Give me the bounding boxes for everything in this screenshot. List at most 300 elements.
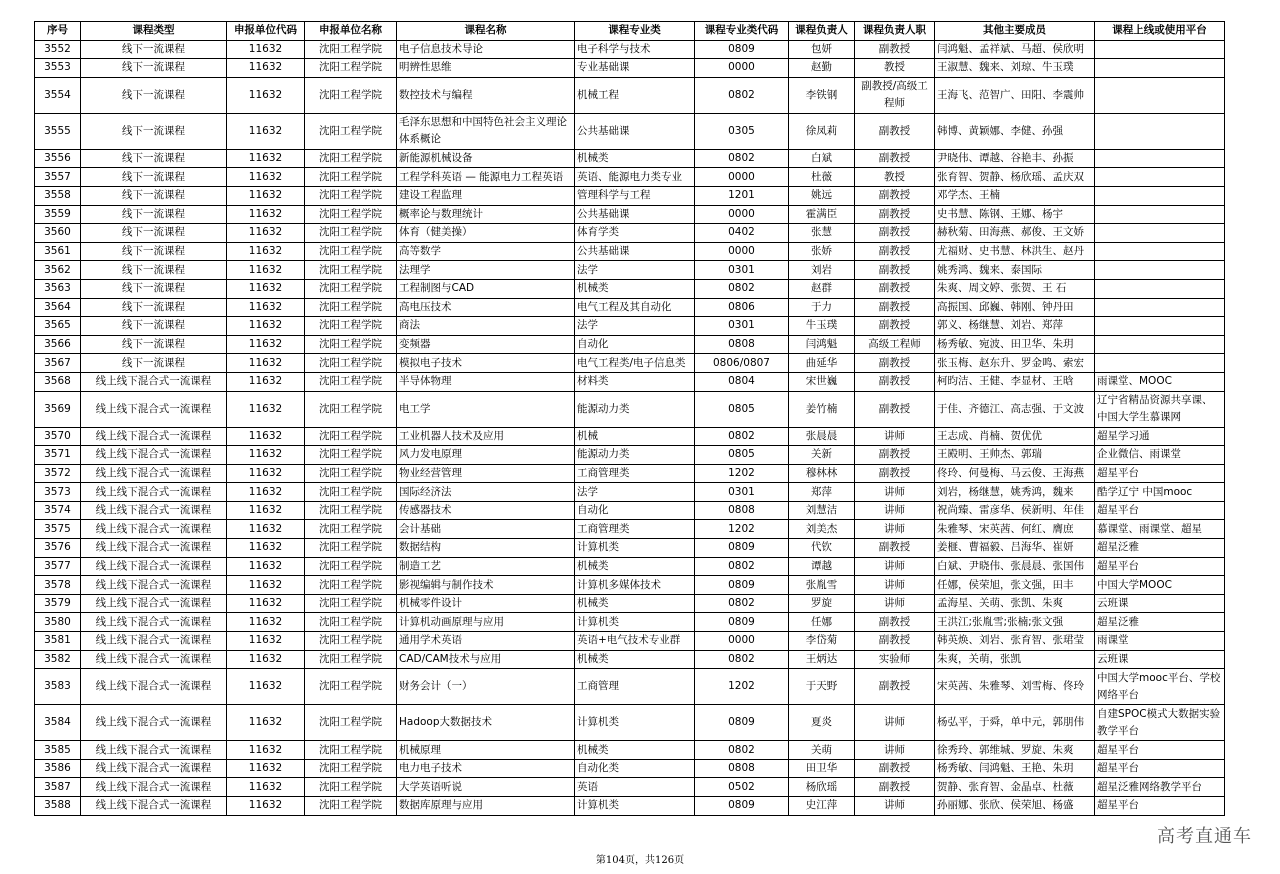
table-cell: 0809 bbox=[695, 576, 789, 595]
table-cell: 电工学 bbox=[397, 391, 575, 427]
table-cell: 云班课 bbox=[1095, 594, 1225, 613]
table-cell: 线上线下混合式一流课程 bbox=[81, 372, 227, 391]
table-cell: 副教授 bbox=[855, 632, 935, 651]
table-cell: 电子科学与技术 bbox=[575, 40, 695, 59]
table-cell: 商法 bbox=[397, 317, 575, 336]
table-row bbox=[35, 576, 1225, 595]
table-cell: 沈阳工程学院 bbox=[305, 40, 397, 59]
table-cell: 姜榧、曹福毅、吕海华、崔妍 bbox=[935, 539, 1095, 558]
table-cell: 11632 bbox=[227, 576, 305, 595]
table-cell: 3570 bbox=[35, 427, 81, 446]
table-cell: 牛玉璞 bbox=[789, 317, 855, 336]
table-row bbox=[35, 741, 1225, 760]
table-row bbox=[35, 77, 1225, 113]
table-row bbox=[35, 446, 1225, 465]
table-cell bbox=[1095, 59, 1225, 78]
table-cell: 英语、能源电力类专业 bbox=[575, 168, 695, 187]
table-row bbox=[35, 59, 1225, 78]
table-cell: 线上线下混合式一流课程 bbox=[81, 539, 227, 558]
table-cell: 酷学辽宁 中国mooc bbox=[1095, 483, 1225, 502]
table-cell: 3554 bbox=[35, 77, 81, 113]
table-cell: 沈阳工程学院 bbox=[305, 317, 397, 336]
table-cell: 史江萍 bbox=[789, 797, 855, 816]
table-cell: 闫鸿魁 bbox=[789, 335, 855, 354]
table-cell: 物业经营管理 bbox=[397, 464, 575, 483]
table-cell: 线下一流课程 bbox=[81, 59, 227, 78]
table-cell: 沈阳工程学院 bbox=[305, 149, 397, 168]
table-cell: 沈阳工程学院 bbox=[305, 778, 397, 797]
table-cell: 尹晓伟、谭越、谷艳丰、孙振 bbox=[935, 149, 1095, 168]
table-cell: 沈阳工程学院 bbox=[305, 224, 397, 243]
table-cell: 沈阳工程学院 bbox=[305, 261, 397, 280]
table-cell: 讲师 bbox=[855, 483, 935, 502]
table-cell: 会计基础 bbox=[397, 520, 575, 539]
table-cell: 沈阳工程学院 bbox=[305, 242, 397, 261]
table-cell: 工业机器人技术及应用 bbox=[397, 427, 575, 446]
table-cell: 沈阳工程学院 bbox=[305, 391, 397, 427]
table-cell: 0305 bbox=[695, 113, 789, 149]
table-cell: 线上线下混合式一流课程 bbox=[81, 464, 227, 483]
table-cell: 副教授 bbox=[855, 279, 935, 298]
table-cell: 11632 bbox=[227, 759, 305, 778]
table-cell: 0809 bbox=[695, 539, 789, 558]
table-row bbox=[35, 242, 1225, 261]
table-cell: 讲师 bbox=[855, 594, 935, 613]
table-row bbox=[35, 594, 1225, 613]
table-row bbox=[35, 705, 1225, 741]
table-cell: 讲师 bbox=[855, 557, 935, 576]
table-cell: 线上线下混合式一流课程 bbox=[81, 446, 227, 465]
table-cell: 任娜 bbox=[789, 613, 855, 632]
table-cell: 赵勤 bbox=[789, 59, 855, 78]
table-cell: 线下一流课程 bbox=[81, 40, 227, 59]
table-cell: 0802 bbox=[695, 279, 789, 298]
table-cell: 新能源机械设备 bbox=[397, 149, 575, 168]
table-cell: 李岱菊 bbox=[789, 632, 855, 651]
column-header: 课程名称 bbox=[397, 22, 575, 41]
table-row bbox=[35, 483, 1225, 502]
table-cell: 半导体物理 bbox=[397, 372, 575, 391]
table-cell: 沈阳工程学院 bbox=[305, 168, 397, 187]
table-row bbox=[35, 759, 1225, 778]
table-cell: 沈阳工程学院 bbox=[305, 759, 397, 778]
table-cell: 3569 bbox=[35, 391, 81, 427]
table-cell: 0000 bbox=[695, 632, 789, 651]
table-cell: 3556 bbox=[35, 149, 81, 168]
table-cell: 0000 bbox=[695, 242, 789, 261]
table-cell: 0802 bbox=[695, 741, 789, 760]
table-cell: 杨欣瑶 bbox=[789, 778, 855, 797]
table-cell: 云班课 bbox=[1095, 650, 1225, 669]
table-cell: 副教授 bbox=[855, 298, 935, 317]
table-cell: 管理科学与工程 bbox=[575, 186, 695, 205]
table-cell: 计算机类 bbox=[575, 705, 695, 741]
table-cell: 3567 bbox=[35, 354, 81, 373]
table-cell: 建设工程监理 bbox=[397, 186, 575, 205]
table-cell: 姚秀鸿、魏来、泰国际 bbox=[935, 261, 1095, 280]
table-cell: 史书慧、陈钢、王娜、杨宇 bbox=[935, 205, 1095, 224]
table-cell: 副教授 bbox=[855, 40, 935, 59]
table-cell: 超星平台 bbox=[1095, 759, 1225, 778]
table-cell: 机械类 bbox=[575, 279, 695, 298]
table-cell: 沈阳工程学院 bbox=[305, 59, 397, 78]
table-cell: 副教授/高级工程师 bbox=[855, 77, 935, 113]
table-cell: 0806 bbox=[695, 298, 789, 317]
table-cell: 张娇 bbox=[789, 242, 855, 261]
table-cell: 企业微信、雨课堂 bbox=[1095, 446, 1225, 465]
table-cell: 能源动力类 bbox=[575, 446, 695, 465]
table-cell bbox=[1095, 205, 1225, 224]
table-row bbox=[35, 224, 1225, 243]
table-row bbox=[35, 427, 1225, 446]
table-cell: 0301 bbox=[695, 261, 789, 280]
table-cell: 超星平台 bbox=[1095, 741, 1225, 760]
table-cell: 公共基础课 bbox=[575, 242, 695, 261]
table-cell: 3583 bbox=[35, 669, 81, 705]
table-cell: 3560 bbox=[35, 224, 81, 243]
table-cell: 沈阳工程学院 bbox=[305, 650, 397, 669]
table-cell: 电气工程及其自动化 bbox=[575, 298, 695, 317]
table-cell: 英语 bbox=[575, 778, 695, 797]
table-cell: 线下一流课程 bbox=[81, 168, 227, 187]
table-cell: 讲师 bbox=[855, 797, 935, 816]
table-cell: 线下一流课程 bbox=[81, 149, 227, 168]
table-cell: 任娜，侯荣旭，张文强，田丰 bbox=[935, 576, 1095, 595]
table-cell: 3568 bbox=[35, 372, 81, 391]
table-cell: 工程制图与CAD bbox=[397, 279, 575, 298]
table-cell: 3565 bbox=[35, 317, 81, 336]
table-cell: 3553 bbox=[35, 59, 81, 78]
table-cell: 柯昀洁、王健、李显材、王晗 bbox=[935, 372, 1095, 391]
table-cell: 工商管理类 bbox=[575, 464, 695, 483]
table-cell: 3559 bbox=[35, 205, 81, 224]
table-row bbox=[35, 40, 1225, 59]
table-cell: 法学 bbox=[575, 317, 695, 336]
table-cell: 3585 bbox=[35, 741, 81, 760]
table-row bbox=[35, 279, 1225, 298]
table-cell: 副教授 bbox=[855, 446, 935, 465]
table-cell: 关新 bbox=[789, 446, 855, 465]
table-cell: 郭义、杨继慧、刘岩、郑萍 bbox=[935, 317, 1095, 336]
table-cell: 3563 bbox=[35, 279, 81, 298]
table-cell: 11632 bbox=[227, 391, 305, 427]
table-cell: 沈阳工程学院 bbox=[305, 113, 397, 149]
table-cell: 0402 bbox=[695, 224, 789, 243]
table-cell: 白斌、尹晓伟、张晨晨、张国伟 bbox=[935, 557, 1095, 576]
table-cell: 0301 bbox=[695, 483, 789, 502]
table-row bbox=[35, 372, 1225, 391]
table-cell: 讲师 bbox=[855, 501, 935, 520]
table-cell: 副教授 bbox=[855, 317, 935, 336]
table-cell: 刘美杰 bbox=[789, 520, 855, 539]
table-cell: 线上线下混合式一流课程 bbox=[81, 391, 227, 427]
table-cell: 沈阳工程学院 bbox=[305, 372, 397, 391]
table-cell bbox=[1095, 242, 1225, 261]
table-cell: 超星泛雅 bbox=[1095, 539, 1225, 558]
table-row bbox=[35, 317, 1225, 336]
column-header: 课程类型 bbox=[81, 22, 227, 41]
table-cell: 财务会计（一） bbox=[397, 669, 575, 705]
table-cell: 线下一流课程 bbox=[81, 317, 227, 336]
table-cell: 变频器 bbox=[397, 335, 575, 354]
table-cell bbox=[1095, 298, 1225, 317]
table-cell: 0000 bbox=[695, 59, 789, 78]
table-cell: 法学 bbox=[575, 483, 695, 502]
table-cell: 0809 bbox=[695, 705, 789, 741]
table-cell: 沈阳工程学院 bbox=[305, 741, 397, 760]
table-cell: 姜竹楠 bbox=[789, 391, 855, 427]
table-cell bbox=[1095, 261, 1225, 280]
table-cell: 张慧 bbox=[789, 224, 855, 243]
table-cell: 3576 bbox=[35, 539, 81, 558]
table-cell: 0802 bbox=[695, 594, 789, 613]
table-cell: 副教授 bbox=[855, 372, 935, 391]
table-cell: 线上线下混合式一流课程 bbox=[81, 741, 227, 760]
table-cell: 0804 bbox=[695, 372, 789, 391]
table-cell: 传感器技术 bbox=[397, 501, 575, 520]
table-cell: 11632 bbox=[227, 669, 305, 705]
table-cell: 能源动力类 bbox=[575, 391, 695, 427]
table-cell: 孙丽娜、张欣、侯荣旭、杨盛 bbox=[935, 797, 1095, 816]
table-cell: 11632 bbox=[227, 778, 305, 797]
table-cell: 沈阳工程学院 bbox=[305, 520, 397, 539]
table-cell: 公共基础课 bbox=[575, 113, 695, 149]
table-cell: 超星平台 bbox=[1095, 464, 1225, 483]
table-cell: 关萌 bbox=[789, 741, 855, 760]
table-cell: 11632 bbox=[227, 242, 305, 261]
table-cell: 朱雅琴、宋英茜、何红、膺庶 bbox=[935, 520, 1095, 539]
table-cell: 超星平台 bbox=[1095, 501, 1225, 520]
table-cell: 3582 bbox=[35, 650, 81, 669]
table-cell: 沈阳工程学院 bbox=[305, 613, 397, 632]
table-cell: 贺静、张育智、金晶卓、杜薇 bbox=[935, 778, 1095, 797]
column-header: 课程负责人职 bbox=[855, 22, 935, 41]
table-cell: 毛泽东思想和中国特色社会主义理论体系概论 bbox=[397, 113, 575, 149]
table-cell: 11632 bbox=[227, 77, 305, 113]
table-cell: 模拟电子技术 bbox=[397, 354, 575, 373]
table-row bbox=[35, 205, 1225, 224]
table-cell: 张晨晨 bbox=[789, 427, 855, 446]
table-cell: 3586 bbox=[35, 759, 81, 778]
table-row bbox=[35, 464, 1225, 483]
table-cell: 11632 bbox=[227, 483, 305, 502]
table-cell: 线上线下混合式一流课程 bbox=[81, 669, 227, 705]
table-cell: CAD/CAM技术与应用 bbox=[397, 650, 575, 669]
table-cell bbox=[1095, 317, 1225, 336]
table-cell: 线下一流课程 bbox=[81, 261, 227, 280]
table-cell: 3564 bbox=[35, 298, 81, 317]
table-cell: 1202 bbox=[695, 520, 789, 539]
table-cell: 沈阳工程学院 bbox=[305, 354, 397, 373]
table-cell: 机械零件设计 bbox=[397, 594, 575, 613]
table-cell: 法理学 bbox=[397, 261, 575, 280]
table-cell: 11632 bbox=[227, 298, 305, 317]
table-cell: 线上线下混合式一流课程 bbox=[81, 650, 227, 669]
table-cell: 沈阳工程学院 bbox=[305, 298, 397, 317]
table-cell: 3552 bbox=[35, 40, 81, 59]
table-cell: 宋世巍 bbox=[789, 372, 855, 391]
table-cell: 沈阳工程学院 bbox=[305, 483, 397, 502]
table-cell: 计算机类 bbox=[575, 539, 695, 558]
table-cell: 副教授 bbox=[855, 186, 935, 205]
table-cell: 姚远 bbox=[789, 186, 855, 205]
table-cell: 0802 bbox=[695, 77, 789, 113]
table-cell: 0806/0807 bbox=[695, 354, 789, 373]
table-cell: 王海飞、范智广、田阳、李震帅 bbox=[935, 77, 1095, 113]
table-cell: 刘岩，杨继慧，姚秀鸿，魏来 bbox=[935, 483, 1095, 502]
table-cell: 线上线下混合式一流课程 bbox=[81, 576, 227, 595]
table-cell: 尤福财、史书慧、林洪生、赵丹 bbox=[935, 242, 1095, 261]
table-cell: 0808 bbox=[695, 501, 789, 520]
table-row bbox=[35, 778, 1225, 797]
table-cell: 0809 bbox=[695, 797, 789, 816]
table-cell: 讲师 bbox=[855, 520, 935, 539]
table-cell: 刘岩 bbox=[789, 261, 855, 280]
table-cell: 朱爽、周文婷、张贺、王 石 bbox=[935, 279, 1095, 298]
table-cell: 沈阳工程学院 bbox=[305, 427, 397, 446]
table-cell: 线下一流课程 bbox=[81, 77, 227, 113]
table-cell bbox=[1095, 149, 1225, 168]
table-cell: 沈阳工程学院 bbox=[305, 205, 397, 224]
table-cell: 11632 bbox=[227, 797, 305, 816]
table-cell: 沈阳工程学院 bbox=[305, 77, 397, 113]
table-cell: 机械 bbox=[575, 427, 695, 446]
table-cell: 超星泛雅 bbox=[1095, 613, 1225, 632]
table-cell: 沈阳工程学院 bbox=[305, 669, 397, 705]
table-cell: 自动化 bbox=[575, 335, 695, 354]
table-cell: 风力发电原理 bbox=[397, 446, 575, 465]
table-cell: 高等数学 bbox=[397, 242, 575, 261]
table-cell: 11632 bbox=[227, 279, 305, 298]
table-cell: 沈阳工程学院 bbox=[305, 501, 397, 520]
table-cell: 计算机动画原理与应用 bbox=[397, 613, 575, 632]
table-cell: 霍满臣 bbox=[789, 205, 855, 224]
table-cell: 于力 bbox=[789, 298, 855, 317]
table-cell: 王淑慧、魏来、刘琼、牛玉璞 bbox=[935, 59, 1095, 78]
table-cell: 0802 bbox=[695, 650, 789, 669]
table-cell: 0802 bbox=[695, 427, 789, 446]
table-cell: 体育（健美操） bbox=[397, 224, 575, 243]
table-cell: 自建SPOC模式大数据实验教学平台 bbox=[1095, 705, 1225, 741]
table-cell: 线上线下混合式一流课程 bbox=[81, 632, 227, 651]
table-cell: 副教授 bbox=[855, 242, 935, 261]
table-cell: 沈阳工程学院 bbox=[305, 446, 397, 465]
table-cell: 副教授 bbox=[855, 113, 935, 149]
table-cell: 线下一流课程 bbox=[81, 279, 227, 298]
table-cell: 刘慧洁 bbox=[789, 501, 855, 520]
table-cell: 11632 bbox=[227, 59, 305, 78]
table-cell: 大学英语听说 bbox=[397, 778, 575, 797]
table-cell: 张玉梅、赵东升、罗金鸣、索宏 bbox=[935, 354, 1095, 373]
table-cell: 沈阳工程学院 bbox=[305, 335, 397, 354]
table-cell: 通用学术英语 bbox=[397, 632, 575, 651]
table-cell: 孟海星、关萌、张凯、朱爽 bbox=[935, 594, 1095, 613]
table-cell: 3555 bbox=[35, 113, 81, 149]
table-cell: 沈阳工程学院 bbox=[305, 576, 397, 595]
table-cell: 代钦 bbox=[789, 539, 855, 558]
table-cell: 数据结构 bbox=[397, 539, 575, 558]
table-cell bbox=[1095, 168, 1225, 187]
table-cell: 0808 bbox=[695, 335, 789, 354]
table-cell: 0000 bbox=[695, 168, 789, 187]
table-cell: 闫鸿魁、孟祥斌、马超、侯欣明 bbox=[935, 40, 1095, 59]
table-cell: 11632 bbox=[227, 149, 305, 168]
table-cell: 概率论与数理统计 bbox=[397, 205, 575, 224]
table-cell: 讲师 bbox=[855, 427, 935, 446]
table-row bbox=[35, 261, 1225, 280]
table-row bbox=[35, 298, 1225, 317]
table-cell: 杨秀敏、闫鸿魁、王艳、朱玥 bbox=[935, 759, 1095, 778]
table-cell: 副教授 bbox=[855, 539, 935, 558]
table-cell: 3587 bbox=[35, 778, 81, 797]
table-cell: 计算机类 bbox=[575, 797, 695, 816]
column-header: 课程上线或使用平台 bbox=[1095, 22, 1225, 41]
table-cell: 沈阳工程学院 bbox=[305, 186, 397, 205]
table-cell: 3573 bbox=[35, 483, 81, 502]
table-cell: 白斌 bbox=[789, 149, 855, 168]
table-cell: 英语+电气技术专业群 bbox=[575, 632, 695, 651]
table-cell: 0802 bbox=[695, 557, 789, 576]
table-cell: 曲延华 bbox=[789, 354, 855, 373]
table-cell: 11632 bbox=[227, 464, 305, 483]
table-cell: 杨秀敏、宛波、田卫华、朱玥 bbox=[935, 335, 1095, 354]
table-cell: 11632 bbox=[227, 354, 305, 373]
table-cell: 数据库原理与应用 bbox=[397, 797, 575, 816]
table-cell: 线上线下混合式一流课程 bbox=[81, 520, 227, 539]
table-cell: 机械类 bbox=[575, 741, 695, 760]
table-cell: 副教授 bbox=[855, 354, 935, 373]
table-cell: 工商管理 bbox=[575, 669, 695, 705]
table-cell bbox=[1095, 335, 1225, 354]
table-cell: 3581 bbox=[35, 632, 81, 651]
table-cell: 0808 bbox=[695, 759, 789, 778]
table-cell: 机械类 bbox=[575, 149, 695, 168]
table-cell: 11632 bbox=[227, 501, 305, 520]
table-cell: 副教授 bbox=[855, 464, 935, 483]
table-cell: 材料类 bbox=[575, 372, 695, 391]
table-cell: 11632 bbox=[227, 650, 305, 669]
table-cell: 电子信息技术导论 bbox=[397, 40, 575, 59]
table-cell: 工商管理类 bbox=[575, 520, 695, 539]
table-cell: 专业基础课 bbox=[575, 59, 695, 78]
table-row bbox=[35, 632, 1225, 651]
table-cell: 自动化 bbox=[575, 501, 695, 520]
table-cell: 11632 bbox=[227, 705, 305, 741]
table-cell: 副教授 bbox=[855, 391, 935, 427]
table-cell: 线上线下混合式一流课程 bbox=[81, 557, 227, 576]
table-cell: 11632 bbox=[227, 317, 305, 336]
table-cell: 线下一流课程 bbox=[81, 298, 227, 317]
table-cell: 11632 bbox=[227, 372, 305, 391]
table-cell bbox=[1095, 77, 1225, 113]
table-cell: 工程学科英语 — 能源电力工程英语 bbox=[397, 168, 575, 187]
table-cell: 3574 bbox=[35, 501, 81, 520]
table-cell: 电力电子技术 bbox=[397, 759, 575, 778]
table-cell: 1202 bbox=[695, 464, 789, 483]
table-cell: 0805 bbox=[695, 446, 789, 465]
table-cell: 0301 bbox=[695, 317, 789, 336]
table-cell: 副教授 bbox=[855, 261, 935, 280]
table-cell: 机械类 bbox=[575, 594, 695, 613]
table-cell: 沈阳工程学院 bbox=[305, 632, 397, 651]
table-cell: 11632 bbox=[227, 224, 305, 243]
table-cell: 超星学习通 bbox=[1095, 427, 1225, 446]
table-cell: 11632 bbox=[227, 741, 305, 760]
table-cell: 3566 bbox=[35, 335, 81, 354]
table-cell: 李铁钢 bbox=[789, 77, 855, 113]
table-cell: 11632 bbox=[227, 335, 305, 354]
table-cell: 11632 bbox=[227, 613, 305, 632]
